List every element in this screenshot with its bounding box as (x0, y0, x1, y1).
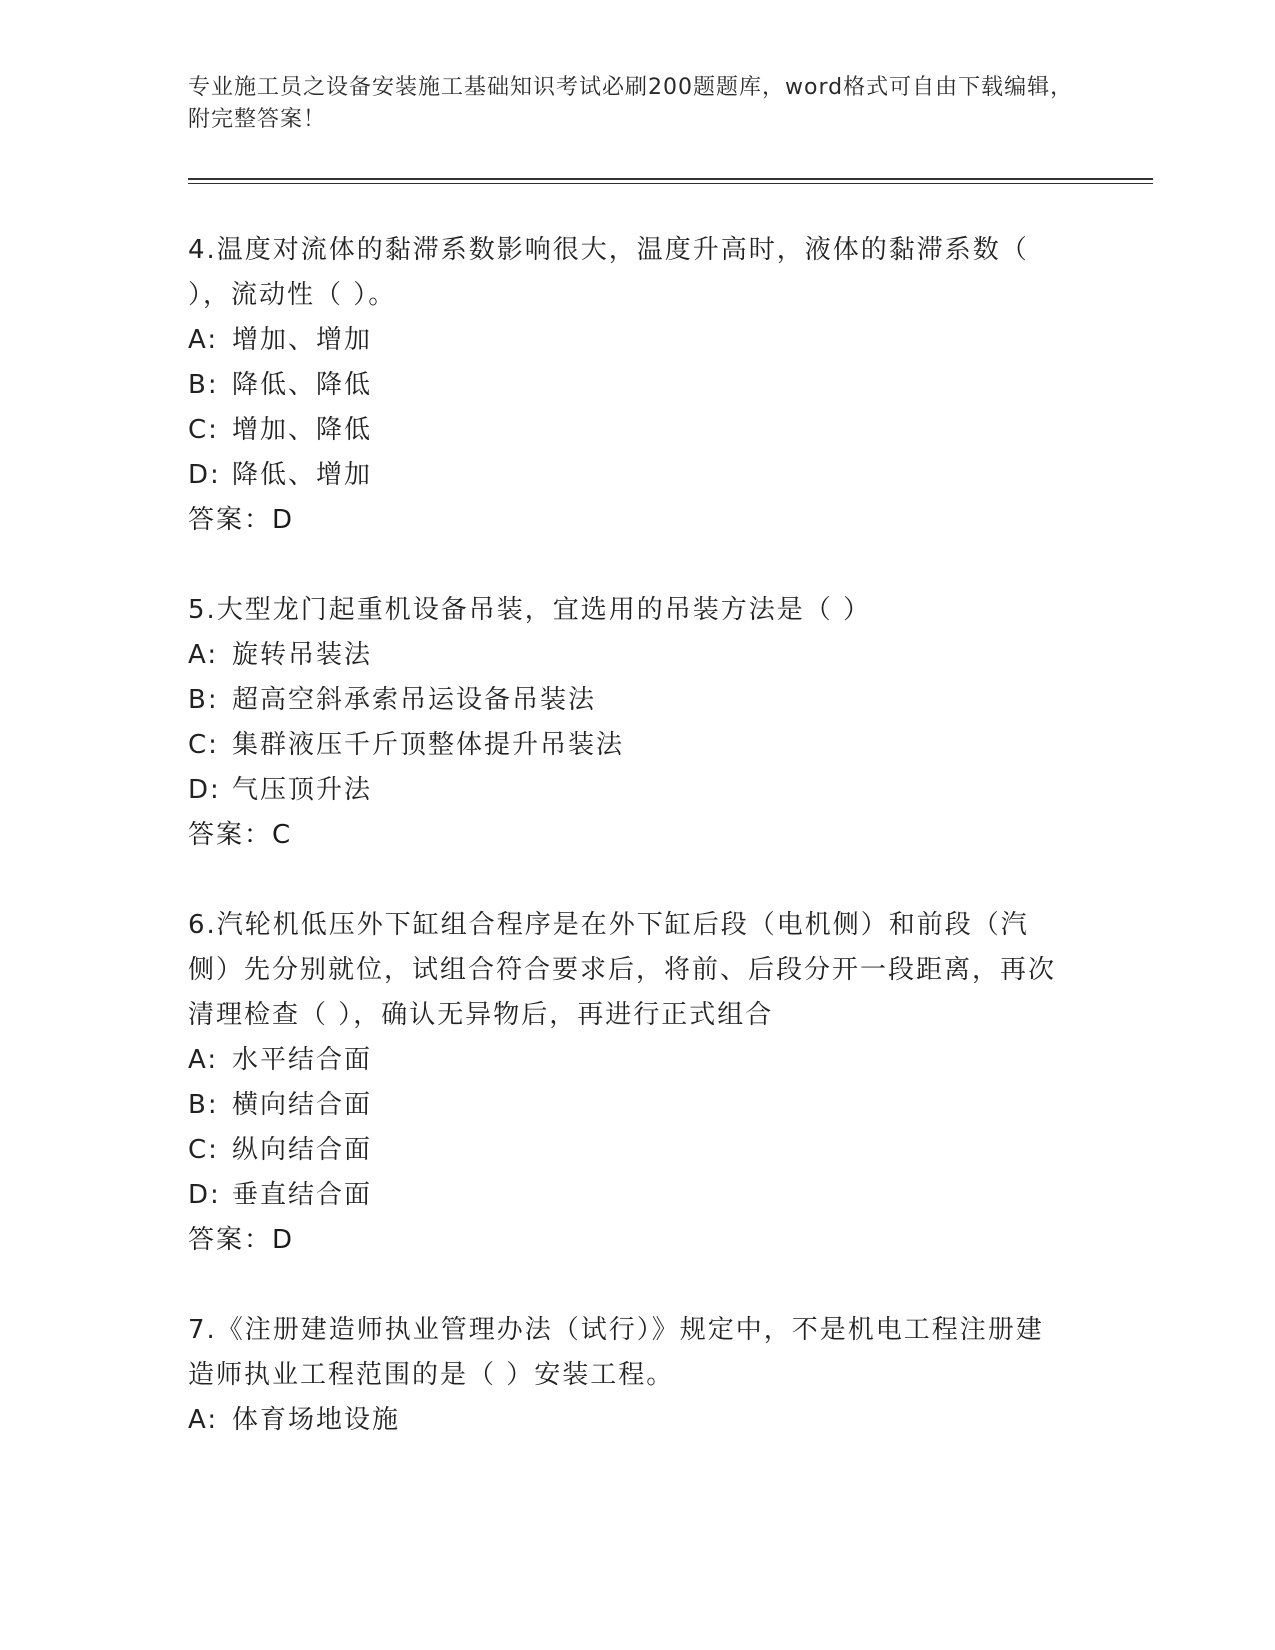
option-text: 降低、增加 (232, 460, 373, 490)
option-d (188, 1173, 1068, 1218)
option-letter: C: (188, 415, 219, 445)
header-divider-thin (188, 183, 1153, 184)
option-b (188, 1083, 1068, 1128)
option-text: 旋转吊装法 (232, 640, 373, 670)
option-text: 水平结合面 (232, 1045, 373, 1075)
option-letter: A: (188, 325, 219, 355)
option-d (188, 768, 1068, 813)
option-letter: B: (188, 370, 219, 400)
question-text: 7.《注册建造师执业管理办法（试行）》规定中，不是机电工程注册建造师执业工程范围的是（ ）安装工程。 (188, 1315, 1044, 1390)
question-6 (188, 903, 1068, 1263)
document-header: 专业施工员之设备安装施工基础知识考试必刷200题题库，word格式可自由下载编辑，附完整答案！ (188, 75, 1074, 132)
question-text: 5.大型龙门起重机设备吊装，宜选用的吊装方法是（ ） (188, 595, 872, 625)
option-a (188, 1038, 1068, 1083)
question-text: 4.温度对流体的黏滞系数影响很大，温度升高时，液体的黏滞系数（ ），流动性（ ）。 (188, 235, 1029, 310)
question-5 (188, 588, 1068, 858)
option-text: 增加、增加 (232, 325, 373, 355)
option-text: 增加、降低 (232, 415, 373, 445)
answer-line: 答案：D (188, 505, 295, 535)
option-letter: D: (188, 460, 221, 490)
option-letter: D: (188, 1180, 221, 1210)
header-divider-thick (188, 178, 1153, 180)
question-list (188, 228, 1068, 1488)
option-c (188, 1128, 1068, 1173)
option-text: 体育场地设施 (232, 1405, 401, 1435)
option-letter: C: (188, 1135, 219, 1165)
option-text: 气压顶升法 (232, 775, 373, 805)
option-text: 纵向结合面 (232, 1135, 373, 1165)
answer-line: 答案：D (188, 1225, 295, 1255)
answer-line: 答案：C (188, 820, 293, 850)
option-text: 集群液压千斤顶整体提升吊装法 (232, 730, 625, 760)
option-text: 横向结合面 (232, 1090, 373, 1120)
question-4 (188, 228, 1068, 543)
option-c (188, 723, 1068, 768)
option-letter: B: (188, 1090, 219, 1120)
option-letter: D: (188, 775, 221, 805)
option-c (188, 408, 1068, 453)
option-b (188, 678, 1068, 723)
question-7 (188, 1308, 1068, 1443)
option-d (188, 453, 1068, 498)
option-letter: C: (188, 730, 219, 760)
option-text: 超高空斜承索吊运设备吊装法 (232, 685, 597, 715)
option-a (188, 318, 1068, 363)
question-text: 6.汽轮机低压外下缸组合程序是在外下缸后段（电机侧）和前段（汽侧）先分别就位，试组合符合要求后，将前、后段分开一段距离，再次清理检查（ ），确认无异物后，再进行正式组合 (188, 910, 1057, 1030)
option-letter: A: (188, 1405, 219, 1435)
option-letter: B: (188, 685, 219, 715)
option-text: 垂直结合面 (232, 1180, 373, 1210)
option-letter: A: (188, 640, 219, 670)
option-text: 降低、降低 (232, 370, 373, 400)
option-letter: A: (188, 1045, 219, 1075)
option-a (188, 1398, 1068, 1443)
option-b (188, 363, 1068, 408)
option-a (188, 633, 1068, 678)
